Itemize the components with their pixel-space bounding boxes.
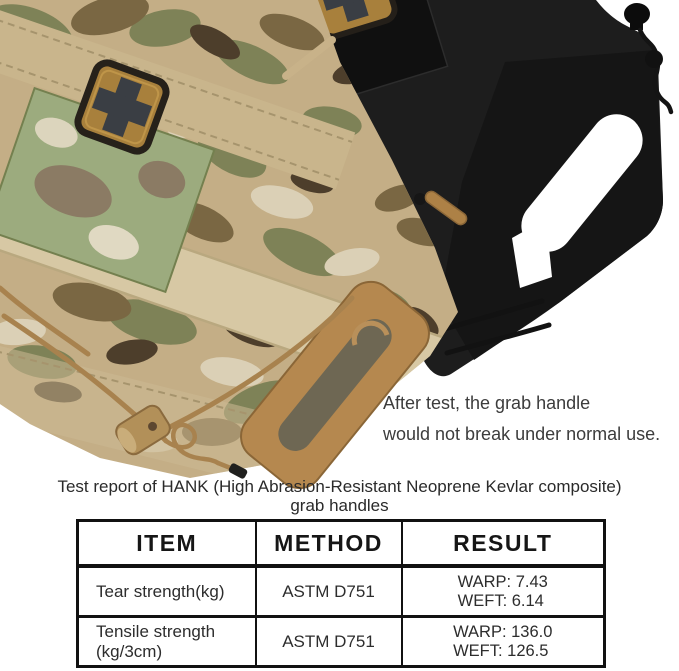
result-cell [402, 617, 605, 667]
method-cell: ASTM D751 [256, 617, 402, 667]
result-warp: WARP: 7.43 [457, 572, 548, 591]
item-line: Tensile strength [96, 621, 216, 641]
test-report-table [76, 519, 606, 668]
result-weft: WEFT: 6.14 [457, 591, 544, 610]
item-line: Tear strength(kg) [96, 581, 225, 601]
caption-line-2: grab handles [290, 496, 389, 515]
caption-line-1: Test report of HANK (High Abrasion-Resistant Neoprene Kevlar composite) [57, 477, 622, 496]
result-warp: WARP: 136.0 [453, 622, 553, 641]
col-header-item: ITEM [78, 521, 256, 567]
method-cell: ASTM D751 [256, 566, 402, 617]
note-line-2: would not break under normal use. [383, 424, 661, 444]
test-note [383, 388, 673, 450]
note-line-1: After test, the grab handle [383, 393, 591, 413]
item-cell [78, 566, 256, 617]
header-row [78, 521, 605, 567]
result-cell [402, 566, 605, 617]
col-header-result: RESULT [402, 521, 605, 567]
table-caption [0, 477, 679, 515]
table-row-tear-strength [78, 566, 605, 617]
result-weft: WEFT: 126.5 [453, 641, 549, 660]
item-cell [78, 617, 256, 667]
col-header-method: METHOD [256, 521, 402, 567]
table-row-tensile-strength [78, 617, 605, 667]
item-line: (kg/3cm) [96, 641, 163, 661]
